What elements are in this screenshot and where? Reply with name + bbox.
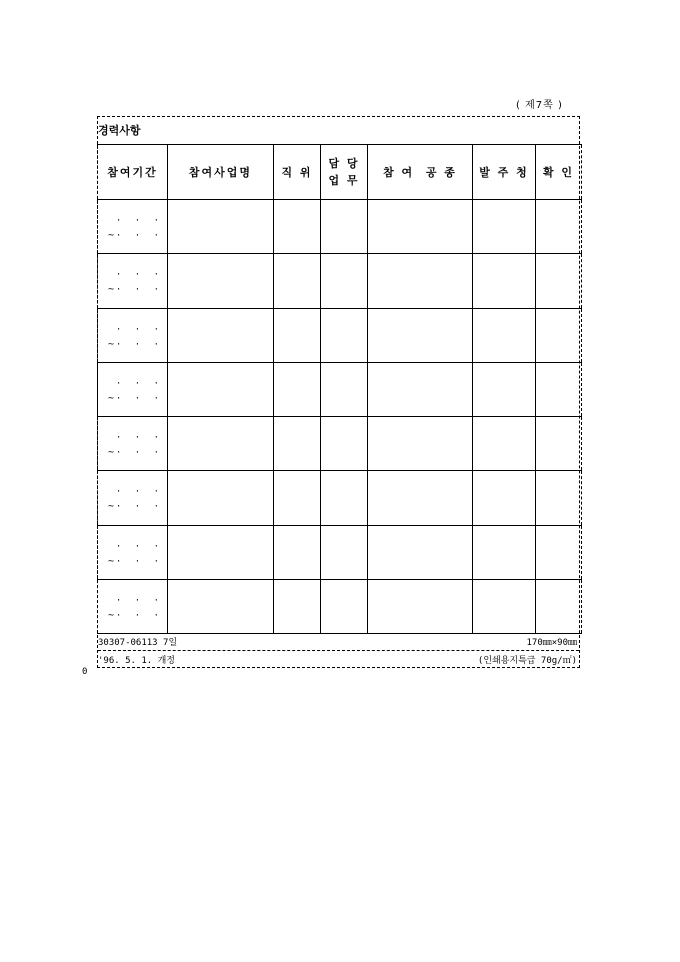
- period-tilde: ~: [108, 447, 115, 458]
- work-type-cell[interactable]: [368, 308, 473, 362]
- period-cell[interactable]: [98, 471, 168, 525]
- client-cell[interactable]: [473, 362, 536, 416]
- table-row: [98, 308, 582, 362]
- position-cell[interactable]: [274, 308, 321, 362]
- period-start-dots: · · ·: [115, 324, 163, 335]
- period-field[interactable]: [98, 417, 167, 470]
- project-name-cell[interactable]: [168, 471, 274, 525]
- period-tilde: ~: [108, 284, 115, 296]
- position-cell[interactable]: [274, 362, 321, 416]
- period-tilde: ~: [108, 230, 115, 241]
- work-type-cell[interactable]: [368, 254, 473, 308]
- duty-cell[interactable]: [321, 254, 368, 308]
- period-tilde: ~: [108, 338, 115, 350]
- career-form: [97, 116, 580, 668]
- period-tilde: ~: [108, 392, 115, 404]
- table-header-row: [98, 145, 582, 200]
- period-start-dots: · · ·: [115, 378, 163, 389]
- duty-cell[interactable]: [321, 525, 368, 579]
- confirm-cell[interactable]: [536, 308, 582, 362]
- period-end-dots: · · ·: [115, 231, 163, 241]
- period-field[interactable]: [98, 309, 167, 362]
- period-tilde: ~: [108, 501, 115, 513]
- period-cell[interactable]: [98, 254, 168, 308]
- client-cell[interactable]: [473, 417, 536, 471]
- footer-divider: [98, 650, 579, 651]
- duty-cell[interactable]: [321, 308, 368, 362]
- period-end-dots: · · ·: [115, 448, 163, 458]
- period-field[interactable]: [98, 363, 167, 416]
- work-type-cell[interactable]: [368, 200, 473, 254]
- project-name-cell[interactable]: [168, 525, 274, 579]
- period-start-dots: · · ·: [115, 541, 163, 552]
- project-name-cell[interactable]: [168, 579, 274, 633]
- project-name-cell[interactable]: [168, 362, 274, 416]
- confirm-cell[interactable]: [536, 525, 582, 579]
- period-end-dots: · · ·: [115, 502, 163, 513]
- duty-cell[interactable]: [321, 471, 368, 525]
- paper-spec: (인쇄용지특급 70g/㎡): [477, 656, 577, 666]
- confirm-cell[interactable]: [536, 417, 582, 471]
- client-cell[interactable]: [473, 525, 536, 579]
- table-row: [98, 362, 582, 416]
- period-tilde: ~: [108, 555, 115, 567]
- header-duty: 담 당 업 무: [321, 145, 368, 200]
- period-field[interactable]: [98, 254, 167, 307]
- duty-cell[interactable]: [321, 579, 368, 633]
- position-cell[interactable]: [274, 471, 321, 525]
- period-cell[interactable]: [98, 579, 168, 633]
- position-cell[interactable]: [274, 254, 321, 308]
- period-cell[interactable]: [98, 200, 168, 254]
- period-start-dots: · · ·: [115, 270, 163, 281]
- header-client: 발 주 청: [473, 145, 536, 200]
- period-field[interactable]: [98, 526, 167, 579]
- period-end-dots: · · ·: [115, 393, 163, 404]
- period-start-dots: · · ·: [115, 487, 163, 498]
- section-title: 경력사항: [98, 124, 141, 137]
- page-number: ( 제7쪽 ): [516, 100, 563, 111]
- position-cell[interactable]: [274, 417, 321, 471]
- period-end-dots: · · ·: [115, 610, 163, 621]
- table-row: [98, 471, 582, 525]
- client-cell[interactable]: [473, 471, 536, 525]
- career-table: [97, 144, 581, 634]
- period-end-dots: · · ·: [115, 556, 163, 567]
- period-field[interactable]: [98, 200, 167, 253]
- period-field[interactable]: [98, 471, 167, 524]
- header-project-name: 참여사업명: [168, 145, 274, 200]
- table-row: [98, 579, 582, 633]
- client-cell[interactable]: [473, 200, 536, 254]
- period-end-dots: · · ·: [115, 339, 163, 350]
- work-type-cell[interactable]: [368, 417, 473, 471]
- header-confirm: 확 인: [536, 145, 582, 200]
- position-cell[interactable]: [274, 579, 321, 633]
- period-end-dots: · · ·: [115, 285, 163, 296]
- client-cell[interactable]: [473, 308, 536, 362]
- project-name-cell[interactable]: [168, 417, 274, 471]
- work-type-cell[interactable]: [368, 579, 473, 633]
- client-cell[interactable]: [473, 579, 536, 633]
- duty-cell[interactable]: [321, 417, 368, 471]
- period-cell[interactable]: [98, 362, 168, 416]
- period-cell[interactable]: [98, 308, 168, 362]
- period-start-dots: · · ·: [115, 595, 163, 606]
- header-position: 직 위: [274, 145, 321, 200]
- period-field[interactable]: [98, 580, 167, 633]
- position-cell[interactable]: [274, 200, 321, 254]
- form-code: 30307-06113 7일: [98, 638, 178, 648]
- period-start-dots: · · ·: [115, 433, 163, 443]
- project-name-cell[interactable]: [168, 254, 274, 308]
- work-type-cell[interactable]: [368, 471, 473, 525]
- confirm-cell[interactable]: [536, 362, 582, 416]
- header-work-type: 참 여 공 종: [368, 145, 473, 200]
- position-cell[interactable]: [274, 525, 321, 579]
- work-type-cell[interactable]: [368, 362, 473, 416]
- confirm-cell[interactable]: [536, 471, 582, 525]
- table-row: [98, 417, 582, 471]
- table-row: [98, 525, 582, 579]
- duty-cell[interactable]: [321, 362, 368, 416]
- work-type-cell[interactable]: [368, 525, 473, 579]
- project-name-cell[interactable]: [168, 308, 274, 362]
- table-row: [98, 254, 582, 308]
- confirm-cell[interactable]: [536, 579, 582, 633]
- form-size: 170㎜×90㎜: [526, 638, 577, 648]
- project-name-cell[interactable]: [168, 200, 274, 254]
- confirm-cell[interactable]: [536, 200, 582, 254]
- header-period: 참여기간: [98, 145, 168, 200]
- client-cell[interactable]: [473, 254, 536, 308]
- period-cell[interactable]: [98, 525, 168, 579]
- table-row: [98, 200, 582, 254]
- period-cell[interactable]: [98, 417, 168, 471]
- corner-mark: 0: [82, 667, 88, 677]
- revision-date: '96. 5. 1. 개정: [98, 656, 175, 666]
- period-start-dots: · · ·: [115, 216, 163, 226]
- period-tilde: ~: [108, 609, 115, 621]
- confirm-cell[interactable]: [536, 254, 582, 308]
- duty-cell[interactable]: [321, 200, 368, 254]
